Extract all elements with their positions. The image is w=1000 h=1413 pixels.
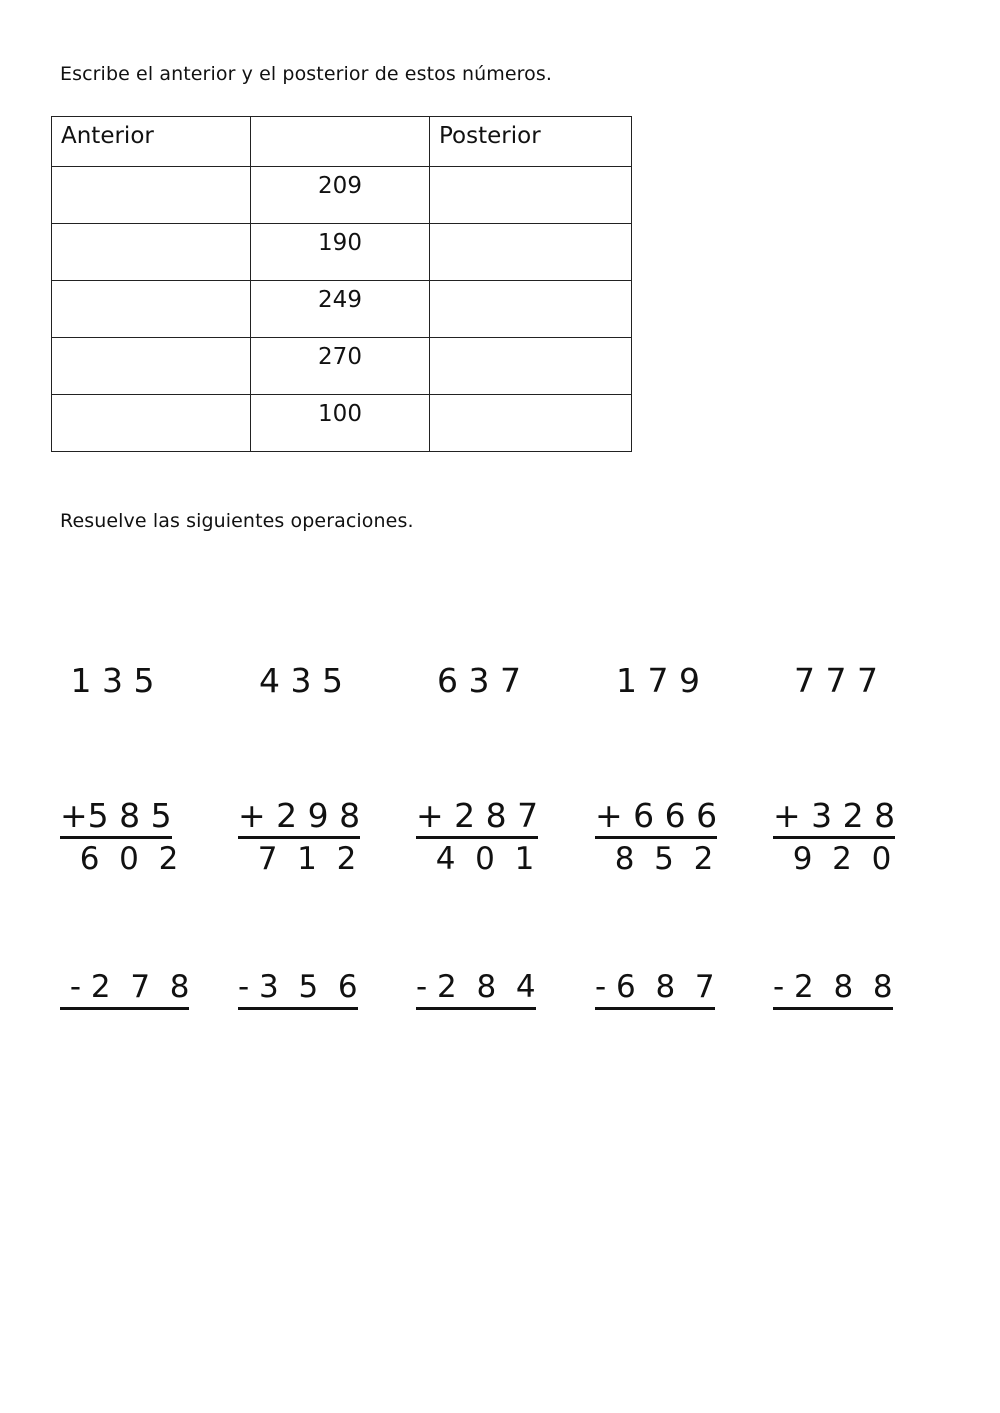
- given-number: 209: [318, 173, 362, 199]
- table-row: [52, 338, 632, 395]
- minuend: 6 0 2: [60, 841, 179, 877]
- posterior-answer-cell[interactable]: [430, 224, 632, 281]
- anterior-answer-cell[interactable]: [52, 338, 251, 395]
- posterior-answer-cell[interactable]: [430, 167, 632, 224]
- subtrahend: - 2 7 8: [60, 967, 189, 1010]
- addend-top: 4 3 5: [238, 661, 343, 700]
- subtraction-problem[interactable]: [773, 752, 893, 1053]
- addend-top: 1 3 5: [60, 661, 155, 700]
- subtrahend: - 2 8 4: [416, 967, 536, 1010]
- table-row: [52, 281, 632, 338]
- addend-bottom: + 2 9 8: [238, 796, 360, 839]
- addend-top: 7 7 7: [773, 661, 878, 700]
- minuend: 8 5 2: [595, 841, 714, 877]
- addend-bottom: +5 8 5: [60, 796, 172, 839]
- instruction-operations: Resuelve las siguientes operaciones.: [60, 510, 414, 532]
- addend-top: 6 3 7: [416, 661, 521, 700]
- subtraction-problem[interactable]: [60, 752, 189, 1053]
- addend-top: 1 7 9: [595, 661, 700, 700]
- anterior-answer-cell[interactable]: [52, 167, 251, 224]
- subtrahend: - 3 5 6: [238, 967, 358, 1010]
- subtraction-problem[interactable]: [416, 752, 536, 1053]
- anterior-posterior-table: [51, 116, 632, 452]
- addend-bottom: + 2 8 7: [416, 796, 538, 839]
- posterior-answer-cell[interactable]: [430, 395, 632, 452]
- subtrahend: - 6 8 7: [595, 967, 715, 1010]
- given-number: 100: [318, 401, 362, 427]
- posterior-answer-cell[interactable]: [430, 338, 632, 395]
- subtraction-problem[interactable]: [238, 752, 358, 1053]
- header-anterior: Anterior: [61, 123, 154, 149]
- table-row: [52, 167, 632, 224]
- table-header-row: [52, 117, 632, 167]
- given-number: 270: [318, 344, 362, 370]
- table-row: [52, 224, 632, 281]
- minuend: 7 1 2: [238, 841, 357, 877]
- minuend: 9 2 0: [773, 841, 892, 877]
- instruction-anterior-posterior: Escribe el anterior y el posterior de estos números.: [60, 63, 553, 85]
- subtrahend: - 2 8 8: [773, 967, 893, 1010]
- table-row: [52, 395, 632, 452]
- anterior-answer-cell[interactable]: [52, 224, 251, 281]
- anterior-answer-cell[interactable]: [52, 395, 251, 452]
- subtraction-problem[interactable]: [595, 752, 715, 1053]
- addend-bottom: + 3 2 8: [773, 796, 895, 839]
- given-number: 190: [318, 230, 362, 256]
- addend-bottom: + 6 6 6: [595, 796, 717, 839]
- given-number: 249: [318, 287, 362, 313]
- posterior-answer-cell[interactable]: [430, 281, 632, 338]
- minuend: 4 0 1: [416, 841, 535, 877]
- header-posterior: Posterior: [439, 123, 541, 149]
- anterior-answer-cell[interactable]: [52, 281, 251, 338]
- header-blank: [251, 117, 429, 123]
